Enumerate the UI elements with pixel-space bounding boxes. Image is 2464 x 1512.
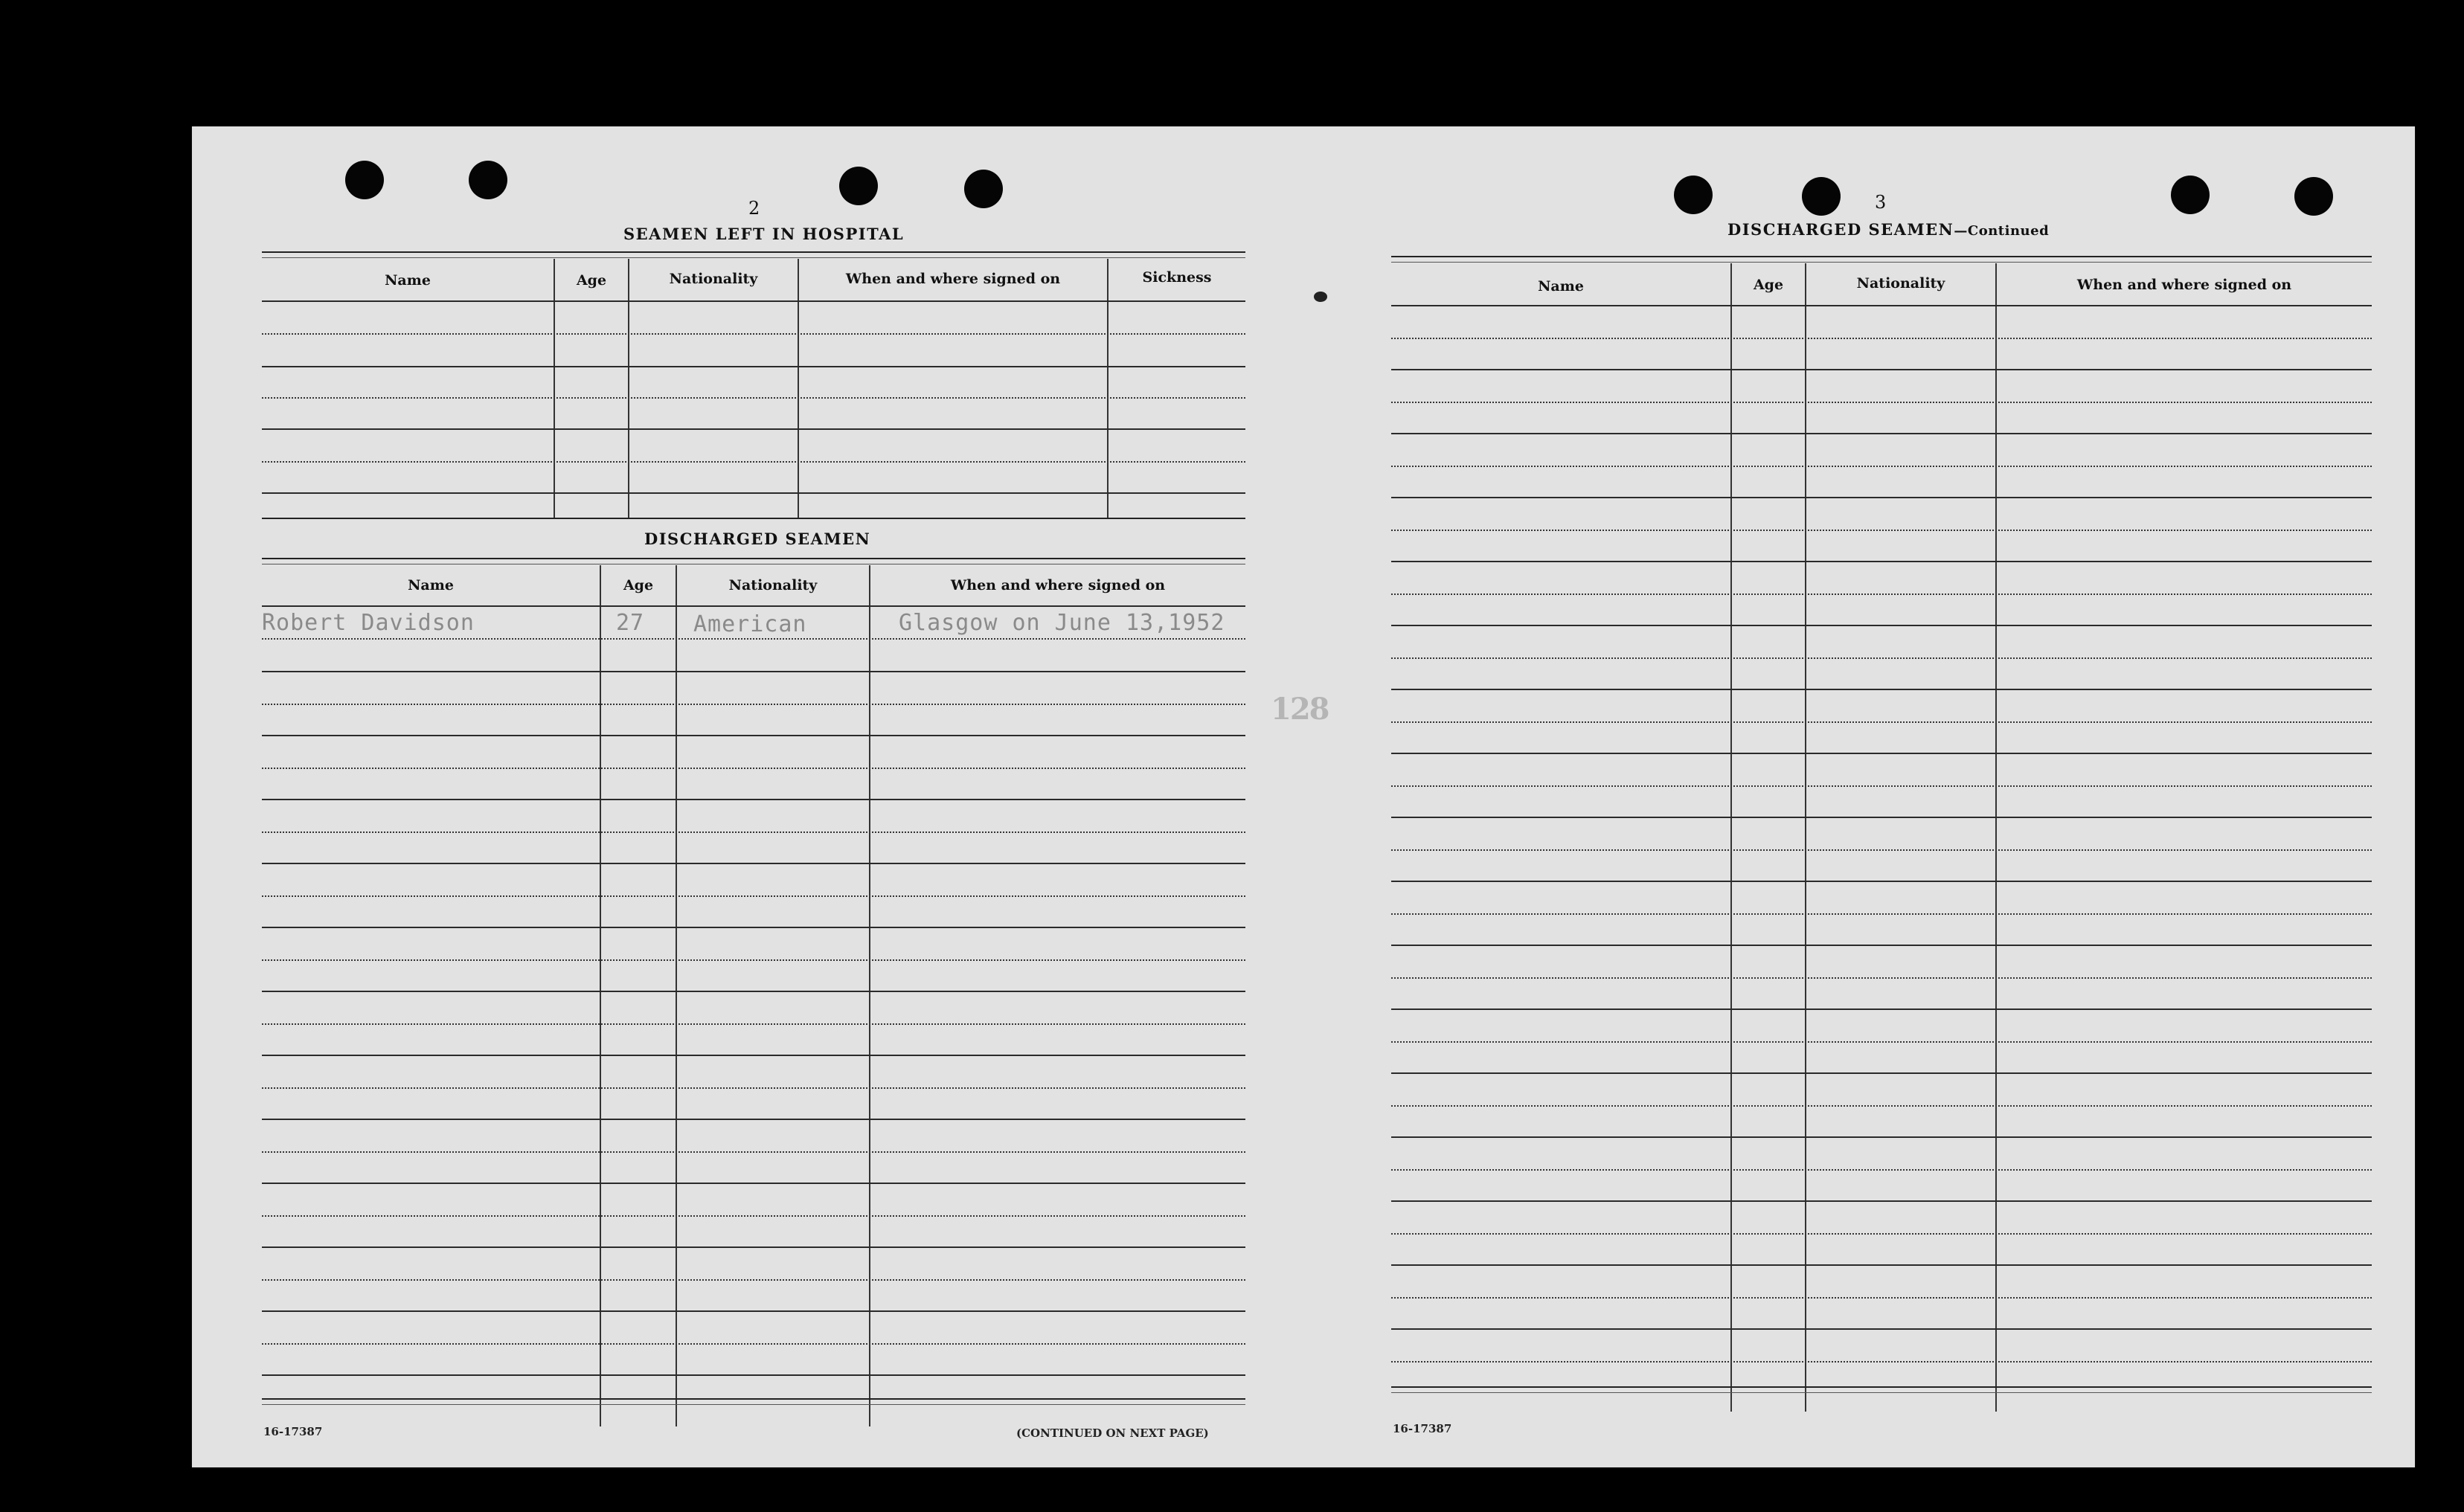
hospital-col-sickness: Sickness bbox=[1142, 269, 1212, 286]
right-col-name: Name bbox=[1538, 278, 1584, 295]
right-col-age: Age bbox=[1753, 277, 1784, 293]
discharged-col-age: Age bbox=[623, 577, 654, 593]
hospital-col-nationality: Nationality bbox=[669, 271, 758, 287]
discharged-continued-main: DISCHARGED SEAMEN bbox=[1727, 220, 1954, 239]
entry-signed-on: Glasgow on June 13,1952 bbox=[899, 610, 1225, 636]
punch-hole bbox=[1802, 177, 1841, 216]
document-sheet bbox=[192, 126, 2415, 1467]
punch-hole bbox=[469, 161, 507, 199]
right-col-signed-on: When and where signed on bbox=[2076, 277, 2292, 293]
entry-age: 27 bbox=[616, 610, 645, 636]
punch-hole bbox=[2294, 177, 2333, 216]
form-number-left: 16-17387 bbox=[263, 1425, 323, 1438]
discharged-continued-suffix: —Continued bbox=[1954, 223, 2050, 239]
discharged-continued-title bbox=[1727, 220, 2049, 239]
punch-hole bbox=[839, 167, 878, 205]
punch-hole bbox=[2171, 176, 2210, 214]
entry-nationality: American bbox=[693, 611, 807, 637]
hospital-col-age: Age bbox=[576, 272, 607, 289]
page-number-left: 2 bbox=[748, 198, 760, 219]
punch-hole bbox=[964, 170, 1003, 208]
hospital-section-title: SEAMEN LEFT IN HOSPITAL bbox=[623, 225, 905, 243]
faint-stamp: 128 bbox=[1271, 692, 1329, 727]
right-col-nationality: Nationality bbox=[1856, 275, 1945, 292]
discharged-table-right bbox=[1391, 256, 2372, 1416]
discharged-col-name: Name bbox=[408, 577, 454, 593]
continued-note: (CONTINUED ON NEXT PAGE) bbox=[1016, 1426, 1209, 1440]
form-number-right: 16-17387 bbox=[1393, 1422, 1452, 1435]
hospital-col-name: Name bbox=[385, 272, 431, 289]
hospital-col-signed-on: When and where signed on bbox=[845, 271, 1061, 287]
discharged-section-title: DISCHARGED SEAMEN bbox=[644, 530, 871, 548]
discharged-table-left bbox=[262, 558, 1245, 1428]
punch-hole bbox=[1674, 176, 1713, 214]
entry-name: Robert Davidson bbox=[262, 610, 475, 636]
discharged-col-nationality: Nationality bbox=[728, 577, 818, 593]
discharged-col-signed-on: When and where signed on bbox=[950, 577, 1166, 593]
punch-hole bbox=[345, 161, 384, 199]
page-number-right: 3 bbox=[1875, 192, 1887, 213]
ink-speck bbox=[1314, 292, 1327, 302]
